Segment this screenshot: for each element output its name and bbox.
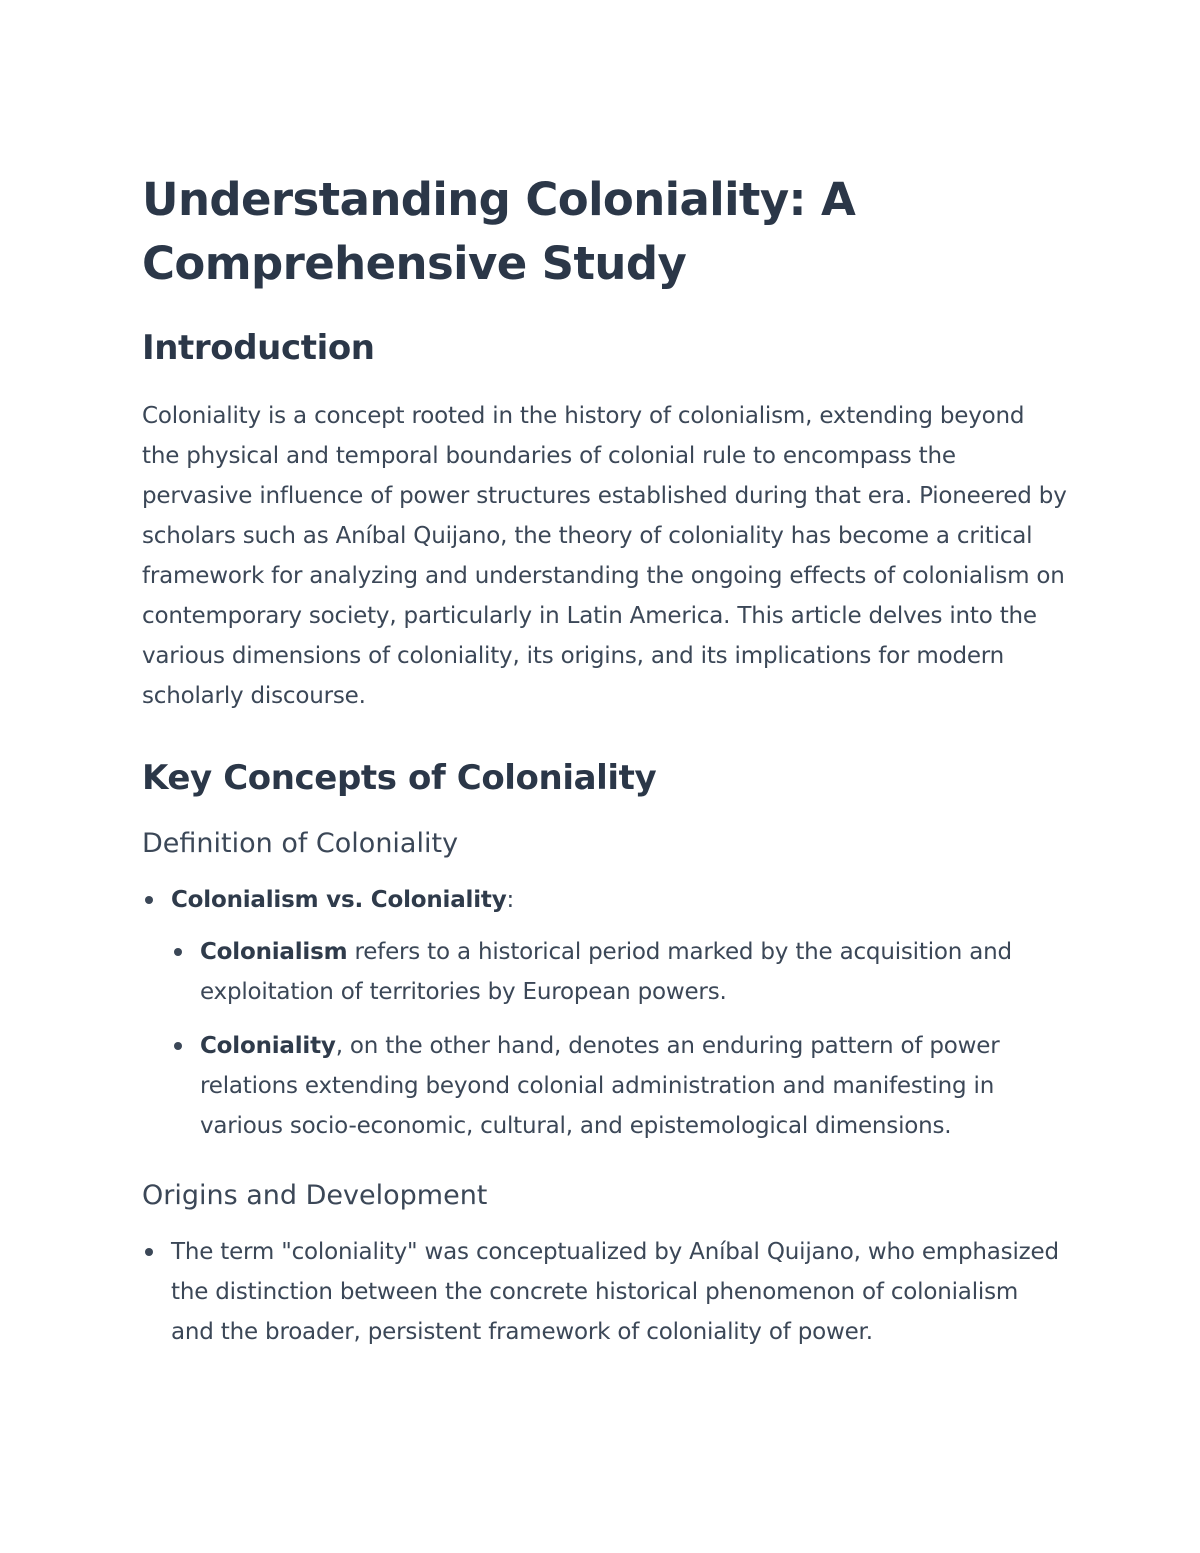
list-item (171, 932, 1067, 1012)
introduction-heading: Introduction (142, 328, 375, 368)
document-title: Understanding Coloniality: A Comprehensive Study (142, 173, 856, 290)
list-item-bold: Coloniality (200, 1033, 336, 1059)
document-page (142, 168, 1067, 1352)
list-item-text: , on the other hand, denotes an enduring pattern of power relations extending beyond colonial administration and manifesting in various socio-economic, cultural, and epistemological dimensions. (200, 1033, 1000, 1139)
definition-list (142, 880, 1067, 1146)
list-item (142, 1232, 1067, 1352)
key-concepts-heading: Key Concepts of Coloniality (142, 758, 657, 798)
bullet-icon (174, 1042, 182, 1050)
definition-heading: Definition of Coloniality (142, 828, 459, 859)
list-item-bold: Colonialism (200, 939, 348, 965)
bullet-icon (145, 896, 153, 904)
list-item-text: : (506, 887, 515, 913)
list-item-bold: Colonialism vs. Coloniality (171, 887, 507, 913)
bullet-icon (145, 1248, 153, 1256)
definition-sublist (171, 932, 1067, 1146)
bullet-icon (174, 948, 182, 956)
list-item (171, 1026, 1067, 1146)
list-item-text: The term "coloniality" was conceptualized by Aníbal Quijano, who emphasized the distinction between the concrete historical phenomenon of colonialism and the broader, persistent framework of coloniality of power. (171, 1239, 1059, 1345)
origins-list (142, 1232, 1067, 1352)
origins-heading: Origins and Development (142, 1180, 488, 1211)
introduction-paragraph: Coloniality is a concept rooted in the history of colonialism, extending beyond the physical and temporal boundaries of colonial rule to encompass the pervasive influence of power structures established during that era. Pioneered by scholars such as Aníbal Quijano, the theory of coloniality has become a critical framework for analyzing and understanding the ongoing effects of colonialism on contemporary society, particularly in Latin America. This article delves into the various dimensions of coloniality, its origins, and its implications for modern scholarly discourse. (142, 403, 1067, 709)
list-item (142, 880, 1067, 1146)
list-item-text: refers to a historical period marked by the acquisition and exploitation of territories by European powers. (200, 939, 1012, 1005)
